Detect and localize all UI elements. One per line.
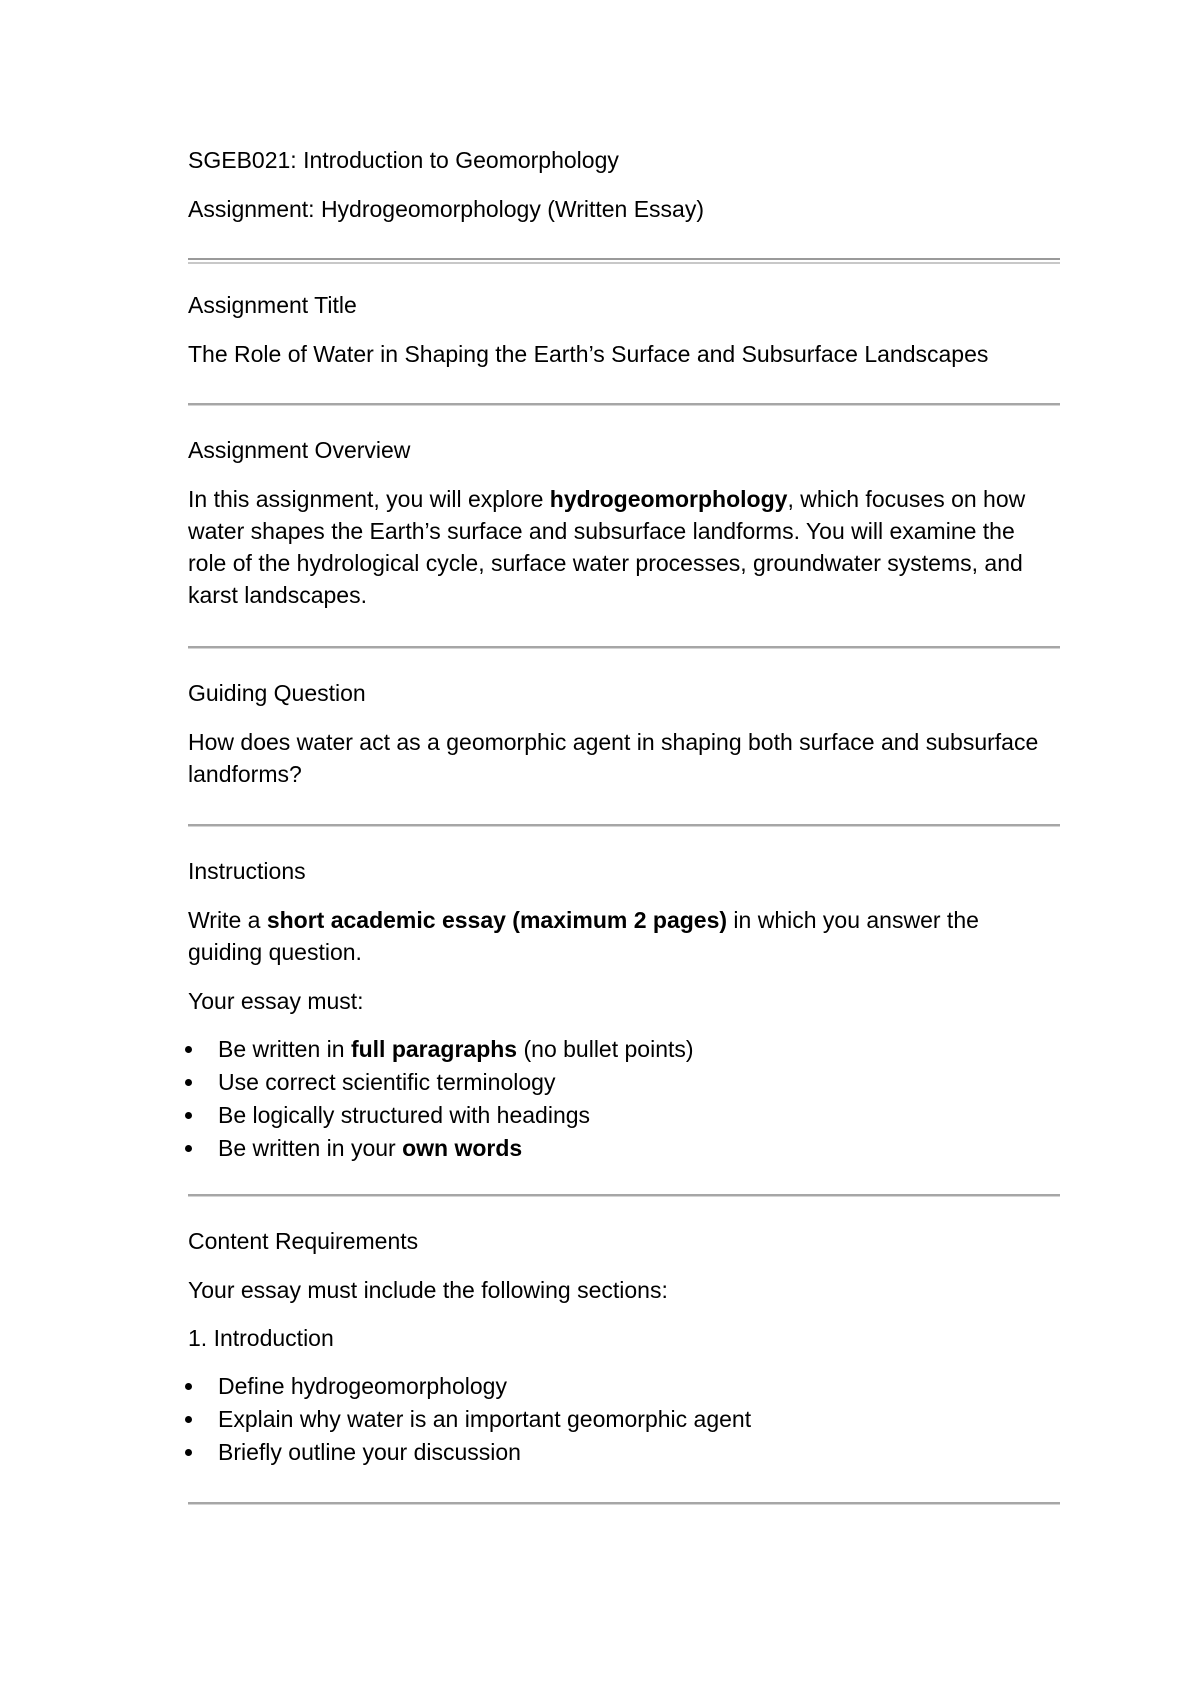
section-divider bbox=[188, 403, 1060, 406]
assignment-title-text: The Role of Water in Shaping the Earth’s Surface and Subsurface Landscapes bbox=[188, 341, 989, 367]
course-title: SGEB021: Introduction to Geomorphology bbox=[188, 147, 619, 173]
list-item-bold: own words bbox=[402, 1135, 523, 1161]
instructions-heading: Instructions bbox=[188, 858, 306, 884]
bullet-icon bbox=[185, 1449, 192, 1456]
bullet-icon bbox=[185, 1383, 192, 1390]
overview-keyword: hydrogeomorphology bbox=[549, 486, 788, 512]
instructions-list bbox=[188, 1033, 1048, 1165]
essay-must-label: Your essay must: bbox=[188, 988, 364, 1014]
list-item-text: Be logically structured with headings bbox=[218, 1102, 591, 1128]
list-item bbox=[188, 1066, 1048, 1099]
list-item bbox=[188, 1370, 1048, 1403]
instructions-paragraph bbox=[188, 904, 1048, 968]
list-item-text: Be written in your bbox=[218, 1135, 403, 1161]
overview-text-end: , which focuses on how water shapes the Earth’s surface and subsurface landforms. You will examine the role of the hydrological cycle, surface water processes, groundwater systems, and karst landscapes. bbox=[188, 486, 1026, 608]
list-item-text: Be written in bbox=[218, 1036, 351, 1062]
bullet-icon bbox=[185, 1112, 192, 1119]
section-divider bbox=[188, 1502, 1060, 1505]
list-item-text: Explain why water is an important geomorphic agent bbox=[218, 1406, 752, 1432]
guiding-heading: Guiding Question bbox=[188, 680, 366, 706]
section-1-label: 1. Introduction bbox=[188, 1325, 334, 1351]
bullet-icon bbox=[185, 1046, 192, 1053]
list-item bbox=[188, 1099, 1048, 1132]
list-item-text: Define hydrogeomorphology bbox=[218, 1373, 507, 1399]
list-item bbox=[188, 1033, 1048, 1066]
overview-text-start: In this assignment, you will explore bbox=[188, 486, 550, 512]
section-divider bbox=[188, 646, 1060, 649]
overview-heading: Assignment Overview bbox=[188, 437, 411, 463]
section-divider bbox=[188, 258, 1060, 264]
assignment-title-heading: Assignment Title bbox=[188, 292, 357, 318]
assignment-title-line: Assignment: Hydrogeomorphology (Written Essay) bbox=[188, 196, 705, 222]
list-item-text: Briefly outline your discussion bbox=[218, 1439, 521, 1465]
instructions-text-end: in which you answer the guiding question. bbox=[188, 907, 979, 965]
section-divider bbox=[188, 824, 1060, 827]
list-item bbox=[188, 1436, 1048, 1469]
overview-paragraph bbox=[188, 483, 1048, 611]
list-item-text: Use correct scientific terminology bbox=[218, 1069, 556, 1095]
content-intro: Your essay must include the following sections: bbox=[188, 1277, 668, 1303]
content-heading: Content Requirements bbox=[188, 1228, 419, 1254]
list-item bbox=[188, 1132, 1048, 1165]
instructions-emphasis: short academic essay (maximum 2 pages) bbox=[266, 907, 728, 933]
section-divider bbox=[188, 1194, 1060, 1197]
list-item-text: (no bullet points) bbox=[517, 1036, 694, 1062]
bullet-icon bbox=[185, 1145, 192, 1152]
bullet-icon bbox=[185, 1079, 192, 1086]
list-item bbox=[188, 1403, 1048, 1436]
introduction-list bbox=[188, 1370, 1048, 1469]
instructions-text-start: Write a bbox=[188, 907, 267, 933]
list-item-bold: full paragraphs bbox=[350, 1036, 518, 1062]
guiding-question-text: How does water act as a geomorphic agent in shaping both surface and subsurface landforms? bbox=[188, 729, 1039, 787]
bullet-icon bbox=[185, 1416, 192, 1423]
